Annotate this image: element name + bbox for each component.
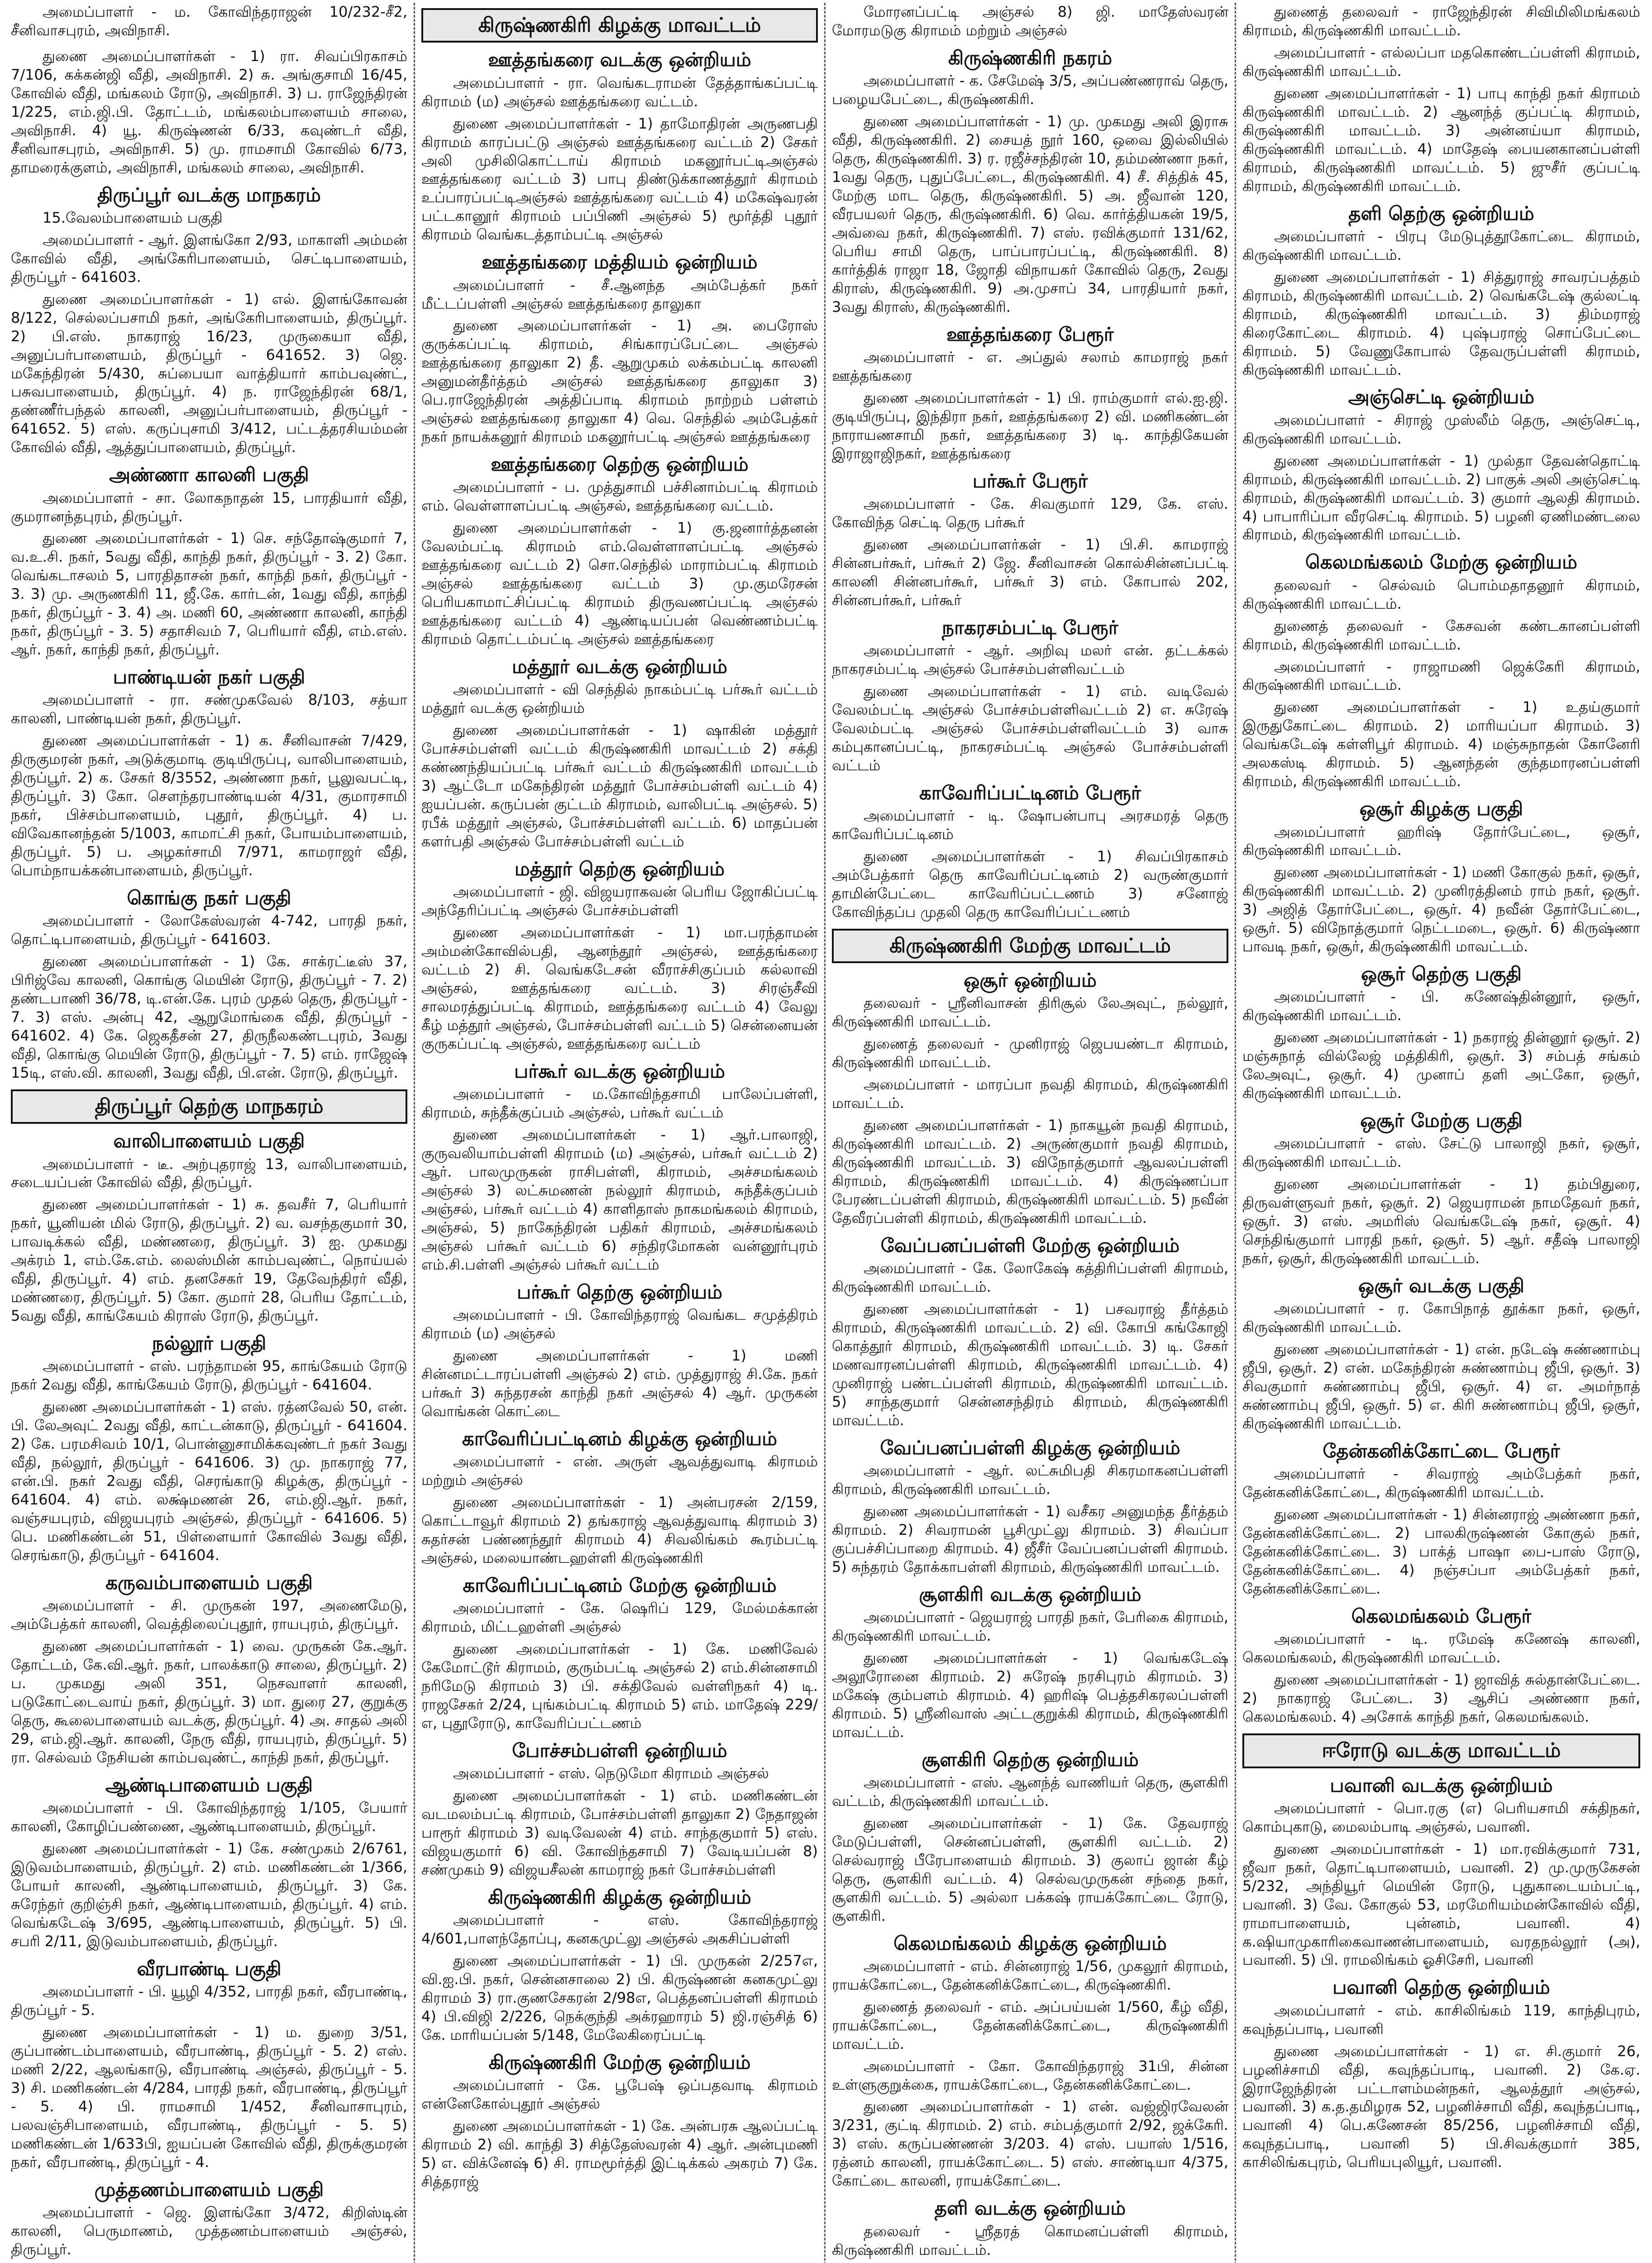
section-heading: மத்தூர் தெற்கு ஒன்றியம் — [514, 857, 725, 880]
entry-text: அமைப்பாளர் - ப. முத்துசாமி பச்சினாம்பட்டி கிராமம் எம். வெள்ளாளப்பட்டி அஞ்சல், ஊத்தங்கரை வட்டம். — [421, 478, 818, 515]
entry-text: 15.வேலம்பாளையம் பகுதி — [43, 209, 223, 226]
section-block — [421, 1281, 818, 1421]
section-block — [1242, 386, 1640, 544]
entry-text: அமைப்பாளர் - மாரப்பா நவதி கிராமம், கிருஷ்ணகிரி மாவட்டம். — [832, 1076, 1228, 1112]
section-heading: அண்ணா காலனி பகுதி — [109, 463, 309, 486]
entry-text: துணை அமைப்பாளர்கள் - 1) கே. அன்பரசு ஆலப்பட்டி கிராமம் 2) வி. காந்தி 3) சித்தேஸ்வரன் 4) ஆர். அன்புமணி 5) எ. விக்னேஷ் 6) சி. ராமமூர்த்தி இட்டிக்கல் அகரம் 7) கே. சித்தராஜ் — [421, 2117, 818, 2190]
section-heading: ஒசூர் தெற்கு பகுதி — [1361, 963, 1522, 985]
entry-text: அமைப்பாளர் - சீ.ஆனந்த அம்பேத்கர் நகர் மீட்டப்பள்ளி அஞ்சல் ஊத்தங்கரை தாலுகா — [421, 276, 818, 312]
entry-text: அமைப்பாளர் - சிவராஜ் அம்பேத்கர் நகர், தேன்கனிக்கோட்டை, கிருஷ்ணகிரி மாவட்டம். — [1242, 1465, 1640, 1501]
entry-text: அமைப்பாளர் - டீ. அற்புதராஜ் 13, வாலிபாளையம், சடையப்பன் கோவில் வீதி, திருப்பூர். — [11, 1155, 407, 1191]
section-heading: சூளகிரி தெற்கு ஒன்றியம் — [921, 1748, 1139, 1771]
entry-text: துணை அமைப்பாளர்கள் - 1) பி. முருகன் 2/257எ, வி.ஐ.பி. நகர், சென்னசாலை 2) பி. கிருஷ்ணன் கனகமுட்லு கிராமம் 3) ரா.குணசேகரன் 2/98எ, பெத்தனப்பள்ளி கிராமம் 4) பி.விஜி 2/226, நெக்குந்தி அக்ரஹாரம் 5) ஜி.ரஞ்சித் 6) கே. மாரியப்பன் 5/148, மேலேகிரைப்பட்டி — [421, 1952, 818, 2043]
entry-text: துணை அமைப்பாளர்கள் - 1) உதய்குமார் இருதுகோட்டை கிராமம். 2) மாரியப்பா கிராமம். 3) வெங்கடேஷ் கள்ளிபூர் கிராமம். 4) மஞ்சுநாதன் கோனேரி அலகஸ்டி கிராமம். 5) ஆனந்தன் குந்தமாரனப்பள்ளி கிராமம், கிருஷ்ணகிரி மாவட்டம். — [1242, 698, 1640, 790]
section-block — [1242, 551, 1640, 791]
section-heading: காவேரிப்பட்டினம் பேரூர் — [919, 781, 1141, 804]
section-heading: கிருஷ்ணகிரி மேற்கு ஒன்றியம் — [488, 2051, 751, 2073]
column-3 — [826, 3, 1236, 2263]
section-block — [11, 1774, 407, 1951]
section-block — [1242, 798, 1640, 956]
district-banner: கிருஷ்ணகிரி கிழக்கு மாவட்டம் — [421, 8, 818, 43]
section-block — [832, 1749, 1228, 1925]
entry-text: துணை அமைப்பாளர்கள் - 1) செ. சந்தோஷ்குமார் 7, வ.உ.சி. நகர், 5வது வீதி, காந்தி நகர், திருப்பூர் - 3. 2) கோ. வெங்கடாசலம் 5, பாரதிதாசன் நகர், காந்தி நகர், திருப்பூர் - 3. 3) மு. அருணகிரி 11, ஜீ.கே. கார்டன், 1வது வீதி, காந்தி நகர், திருப்பூர் - 3. 4) அ. மணி 60, அண்ணா காலனி, காந்தி நகர், திருப்பூர் - 3. 5) சதாசிவம் 7, பெரியார் வீதி, எம்.எஸ். ஆர். நகர், காந்தி நகர், திருப்பூர். — [11, 530, 407, 659]
entry-text: அமைப்பாளர் - எம். சின்னராஜ் 1/56, முகலூர் கிராமம், ராயக்கோட்டை, தேன்கனிக்கோட்டை, கிருஷ்ணகிரி. — [832, 1957, 1228, 1993]
section-heading: கருவம்பாளையம் பகுதி — [105, 1571, 313, 1594]
entry-text: அமைப்பாளர் - ஆர். லட்சுமிபதி சிகரமாகனப்பள்ளி கிராமம், கிருஷ்ணகிரி மாவட்டம். — [832, 1461, 1228, 1498]
entry-text: துணை அமைப்பாளர்கள் - 1) எல். இளங்கோவன் 8/122, செல்லப்பசாமி நகர், அங்கேரிபாளையம், திருப்பூர். 2) பி.எஸ். நாகராஜ் 16/23, முருகையா வீதி, அனுப்பர்பாளையம், திருப்பூர் - 641652. 3) ஜெ. மகேந்திரன் 5/430, சுப்பையா வாத்தியார் காம்பவுண்ட், பசுவபாளையம், திருப்பூர். 4) ந. ராஜேந்திரன் 68/1, தண்ணீர்பந்தல் காலனி, அனுப்பர்பாளையம், திருப்பூர் - 641652. 5) எஸ். கருப்புசாமி 3/412, பட்டத்தரசியம்மன் கோவில் வீதி, ஆத்துப்பாளையம், திருப்பூர். — [11, 290, 407, 456]
section-block — [832, 1584, 1228, 1742]
entry-text: அமைப்பாளர் - பி. கோவிந்தராஜ் வெங்கட சமுத்திரம் கிராமம் (ம) அஞ்சல் — [421, 1306, 818, 1342]
entry-text: துணை அமைப்பாளர்கள் - 1) ம. துறை 3/51, குப்பாண்டம்பாளையம், வீரபாண்டி, திருப்பூர் - 5. 2) எஸ். மணி 2/22, ஆலங்காடு, வீரபாண்டி அஞ்சல், திருப்பூர் - 5. 3) சி. மணிகண்டன் 4/284, பாரதி நகர், வீரபாண்டி, திருப்பூர் - 5. 4) பி. ராமசாமி 1/452, சீனிவாசாபுரம், பலவஞ்சிபாளையம், வீரபாண்டி, திருப்பூர் - 5. 5) மணிகண்டன் 1/633பி, ஐயப்பன் கோவில் வீதி, திருக்குமரன் நகர், வீரபாண்டி, திருப்பூர் - 4. — [11, 2023, 408, 2171]
entry-text: அமைப்பாளர் - ஜெயராஜ் பாரதி நகர், பேரிகை கிராமம், கிருஷ்ணகிரி மாவட்டம். — [832, 1608, 1228, 1644]
entry-text: அமைப்பாளர் ஹரிஷ் தோர்பேட்டை, ஒசூர், கிருஷ்ணகிரி மாவட்டம். — [1242, 823, 1640, 859]
section-block — [1242, 203, 1640, 379]
entry-text: அமைப்பாளர் - எம். காசிலிங்கம் 119, காந்திபுரம், கவுந்தப்பாடி, பவானி — [1242, 2001, 1640, 2038]
entry-text: துணை அமைப்பாளர்கள் - 1) முல்தா தேவன்தொட்டி கிராமம், கிருஷ்ணகிரி மாவட்டம். 2) பாகுக் அலி அஞ்செட்டி கிராமம், கிருஷ்ணகிரி மாவட்டம். 3) குமார் ஆலதி கிராமம். 4) பாபாரிப்பா வீரசெட்டி கிராமம். 5) பழனி ஏணிமண்டலை கிராமம், கிருஷ்ணகிரி மாவட்டம். — [1242, 452, 1640, 544]
section-heading: ஒசூர் வடக்கு பகுதி — [1358, 1275, 1524, 1297]
section-block — [1242, 1110, 1640, 1268]
entry-text: துணை அமைப்பாளர்கள் - 1) தம்பிதுரை, திருவள்ளுவர் நகர், ஒசூர். 2) ஜெயராமன் நாமதேவர் நகர், ஒசூர். 3) எஸ். அமரிஸ் வெங்கடேஷ் நகர், ஒசூர். 4) செந்திங்குமார் பாரதி நகர், ஒசூர். 5) ஆர். சதீஷ் பாலாஜி நகர், ஒசூர், கிருஷ்ணகிரி மாவட்டம். — [1242, 1175, 1640, 1267]
section-block — [421, 2052, 818, 2191]
section-block — [421, 1740, 818, 1879]
entry-text: மோரனப்பட்டி அஞ்சல் 8) ஜி. மாதேஸ்வரன் மோரமடுகு கிராமம் மற்றும் அஞ்சல் — [832, 3, 1228, 39]
entry-text: துணை அமைப்பாளர்கள் - 1) மு. முகமது அலி இராசு வீதி, கிருஷ்ணகிரி. 2) சையத் நூர் 160, ஒவை இல்லியில் தெரு, கிருஷ்ணகிரி. 3) ர. ரஜீச்சந்திரன் 10, தம்மண்ணா நகர், 1வது தெரு, புதுப்பேட்டை, கிருஷ்ணகிரி. 4) சீ. சித்திக் 45, மேற்கு மாட தெரு, கிருஷ்ணகிரி. 5) அ. ஜீவான் 120, வீரபயலர் தெரு, கிருஷ்ணகிரி. 6) வெ. கார்த்தியகன் 19/5, அவ்வை நகர், கிருஷ்ணகிரி. 7) எஸ். ரவிக்குமார் 131/62, பெரிய சாமி தெரு, பாப்பாரப்பட்டி, கிருஷ்ணகிரி. 8) கார்த்திக் ராஜா 18, ஜோதி விநாயகர் கோவில் தெரு, 2வது கிராஸ், கிருஷ்ணகிரி. 9) அ.முசாப் 34, பாரதியார் நகர், 3வது கிராஸ், கிருஷ்ணகிரி. — [832, 113, 1229, 315]
entry-text: அமைப்பாளர் - எல்லப்பா மதகொண்டப்பள்ளி கிராமம், கிருஷ்ணகிரி மாவட்டம். — [1242, 43, 1640, 80]
section-block — [421, 858, 818, 1053]
entry-text: அமைப்பாளர் - ஆர். அறிவு மலர் என். தட்டக்கல் நாகரசம்பட்டி அஞ்சல் போச்சம்பள்ளிவட்டம் — [832, 641, 1228, 678]
entry-text: துணை அமைப்பாளர்கள் - 1) கே. தேவராஜ் மேடுப்பள்ளி, சென்னப்பள்ளி, சூளகிரி வட்டம். 2) செல்வராஜ் பீரேபாளையம் கிராமம். 3) குலாப் ஜான் கீழ் தெரு, சூளகிரி வட்டம். 4) செல்வமுருகன் சந்தை நகர், சூளகிரி வட்டம். 5) அல்லா பக்கஷ் ராயக்கோட்டை ரோடு, சூளகிரி. — [832, 1814, 1228, 1924]
entry-text: துணைத் தலைவர் - முனிராஜ் ஜெபயண்டா கிராமம், கிருஷ்ணகிரி மாவட்டம். — [832, 1035, 1228, 1071]
entry-text: துணை அமைப்பாளர்கள் - 1) பி.சி. காமராஜ் சின்னபர்கூர், பர்கூர் 2) ஜே. சீனிவாசன் கொல்சின்னப்பட்டி காலனி சின்னபர்கூர், பர்கூர் 3) எம். கோபால் 202, சின்னபர்கூர், பர்கூர் — [832, 535, 1228, 609]
entry-text: துணைத் தலைவர் - கேசவன் கண்டகானப்பள்ளி கிராமம், கிருஷ்ணகிரி மாவட்டம். — [1242, 617, 1640, 653]
section-block — [421, 1575, 818, 1733]
section-heading: தளி தெற்கு ஒன்றியம் — [1348, 202, 1534, 224]
section-block — [832, 1437, 1228, 1576]
section-block — [1242, 1605, 1640, 1726]
section-block — [11, 47, 407, 177]
entry-text: அமைப்பாளர் - என். அருள் ஆவத்துவாடி கிராமம் மற்றும் அஞ்சல் — [421, 1452, 818, 1489]
district-banner: திருப்பூர் தெற்கு மாநகரம் — [11, 1089, 407, 1124]
section-heading: முத்தணம்பாளையம் பகுதி — [94, 2178, 324, 2201]
section-heading: கொங்கு நகர் பகுதி — [127, 886, 291, 909]
entry-text: அமைப்பாளர் - கே. சிவகுமார் 129, கே. எஸ். கோவிந்த செட்டி தெரு பர்கூர் — [832, 495, 1228, 531]
entry-text: அமைப்பாளர் - ராஜாமணி ஜெக்கேரி கிராமம், கிருஷ்ணகிரி மாவட்டம். — [1242, 658, 1640, 694]
section-block — [421, 1060, 818, 1274]
section-heading: காவேரிப்பட்டினம் மேற்கு ஒன்றியம் — [463, 1574, 777, 1596]
section-block — [421, 1428, 818, 1567]
section-heading: மத்தூர் வடக்கு ஒன்றியம் — [511, 655, 728, 678]
entry-text: அமைப்பாளர் - எஸ். நெடுமோ கிராமம் அஞ்சல் — [453, 1764, 769, 1782]
entry-text: துணை அமைப்பாளர்கள் - 1) ஆர்.பாலாஜி, குருவலியாம்பள்ளி கிராமம் (ம) அஞ்சல், பர்கூர் வட்டம் 2) ஆர். பாலமுருகன் ராசிபள்ளி, கிராமம், அச்சமங்கலம் அஞ்சல் 3) லட்சுமணன் நல்லூர் கிராமம், சுந்தீக்குப்பம் அஞ்சல், பர்கூர் வட்டம் 4) காளிதாஸ் நாகமங்கலம் கிராமம், அஞ்சல், 5) நாகேந்திரன் பதிகர் கிராமம், அச்சமங்கலம் அஞ்சல் பர்கூர் வட்டம் 6) சந்திரமோகன் வன்னூர்புரம் எம்.சி.பள்ளி அஞ்சல் பர்கூர் வட்டம் — [421, 1126, 818, 1273]
column-2 — [415, 3, 826, 2263]
entry-text: துணை அமைப்பாளர்கள் - 1) எம். வடிவேல் வேலம்பட்டி அஞ்சல் போச்சம்பள்ளிவட்டம் 2) எ. சுரேஷ் வேலம்பட்டி அஞ்சல் போச்சம்பள்ளிவட்டம் 3) வாசு கம்புகானப்பட்டி, நாகரசம்பட்டி அஞ்சல் போச்சம்பள்ளி வட்டம் — [832, 682, 1229, 774]
section-block — [832, 470, 1228, 610]
entry-text: துணை அமைப்பாளர்கள் - 1) அ. பைரோஸ் குருக்கப்பட்டி கிராமம், சிங்காரப்பேட்டை அஞ்சல் ஊத்தங்கரை தாலுகா 2) தீ. ஆறுமுகம் லக்கம்பட்டி காலனி அனுமன்தீர்த்தம் அஞ்சல் ஊத்தங்கரை தாலுகா 3) பெ.ராஜேந்திரன் அத்திப்பாடி கிராமம் நாற்றம் பள்ளம் அஞ்சல் ஊத்தங்கரை தாலுகா 4) வெ. செந்தில் அம்பேத்கர் நகர் நாயக்கனூர் கிராமம் மகனூர்பட்டி அஞ்சல் ஊத்தங்கரை — [421, 317, 818, 446]
entry-text: அமைப்பாளர் - க. சேமேஷ் 3/5, அப்பண்ணராவ் தெரு, பழையபேட்டை, கிருஷ்ணகிரி. — [832, 72, 1228, 108]
section-heading: தளி வடக்கு ஒன்றியம் — [934, 2197, 1126, 2220]
entry-text: துணை அமைப்பாளர்கள் - 1) பசவராஜ் தீர்த்தம் கிராமம், கிருஷ்ணகிரி மாவட்டம். 2) வி. கோபி கங்கோஜி கொத்தூர் கிராமம், கிருஷ்ணகிரி மாவட்டம். 3) டி. சேகர் மணவாரனப்பள்ளி கிராமம், கிருஷ்ணகிரி மாவட்டம். 4) முனிராஜ் பண்டப்பள்ளி கிராமம், கிருஷ்ணகிரி மாவட்டம். 5) சாந்தகுமார் சென்னசந்திரம் கிராமம், கிருஷ்ணகிரி மாவட்டம். — [832, 1300, 1228, 1429]
section-block — [11, 1572, 407, 1767]
section-block — [832, 782, 1228, 921]
entry-text: துணை அமைப்பாளர்கள் - 1) மணி கோகுல் நகர், ஒசூர், கிருஷ்ணகிரி மாவட்டம். 2) முனிரத்தினம் ராம் நகர், ஒசூர். 3) அஜித் தோர்பேட்டை, ஒசூர். 4) நவீன் தோர்பேட்டை, ஒசூர். 5) விநோத்குமார் நெட்டமடை, ஒசூர். 6) கிருஷ்ணா பாவடி நகர், ஒசூர், கிருஷ்ணகிரி மாவட்டம். — [1242, 864, 1640, 955]
section-heading: நாகரசம்பட்டி பேரூர் — [942, 616, 1118, 639]
entry-text: அமைப்பாளர் - ரா. சண்முகவேல் 8/103, சத்யா காலனி, பாண்டியன் நகர், திருப்பூர். — [11, 691, 407, 727]
section-block — [832, 1933, 1228, 2191]
entry-text: துணை அமைப்பாளர்கள் - 1) சின்னராஜ் அண்ணா நகர், தேன்கனிக்கோட்டை. 2) பாலகிருஷ்ணன் கோகுல் நகர், தேன்கனிக்கோட்டை. 3) பாக்த் பாஷா பை-பாஸ் ரோடு, தேன்கனிக்கோட்டை. 4) நஞ்சப்பா அம்பேத்கர் நகர், தேன்கனிக்கோட்டை. — [1242, 1506, 1640, 1598]
section-block — [421, 656, 818, 851]
entry-text: துணை அமைப்பாளர்கள் - 1) க. சீனிவாசன் 7/429, திருகுமரன் நகர், அடுக்குமாடி குடியிருப்பு, வாலிபாளையம், திருப்பூர். 2) க. சேகர் 8/3552, அண்ணா நகர், பூலுவபட்டி, திருப்பூர். 3) கோ. செளந்தரபாண்டியன் 4/31, குமாரசாமி நகர், பிச்சம்பாளையம், புதூர், திருப்பூர். 4) ப. விவேகானந்தன் 5/1003, காமாட்சி நகர், போயம்பாளையம், திருப்பூர். 5) ப. அழகர்சாமி 7/971, காமராஜர் வீதி, பொம்நாயக்கன்பாளையம், திருப்பூர். — [11, 732, 407, 879]
section-block — [421, 251, 818, 446]
entry-text: தலைவர் - செல்வம் பொம்மதாதனூர் கிராமம், கிருஷ்ணகிரி மாவட்டம். — [1242, 576, 1640, 612]
entry-text: அமைப்பாளர் - எஸ். பரந்தாமன் 95, காங்கேயம் ரோடு நகர் 2வது வீதி, காங்கேயம் ரோடு, திருப்பூர் - 641604. — [11, 1357, 407, 1394]
entry-text: அமைப்பாளர் - எ. அப்துல் சலாம் காமராஜ் நகர் ஊத்தங்கரை — [832, 348, 1228, 384]
entry-text: அமைப்பாளர் - சிராஜ் முஸ்லீம் தெரு, அஞ்செட்டி, கிருஷ்ணகிரி மாவட்டம். — [1242, 411, 1640, 447]
entry-text: அமைப்பாளர் - சி. முருகன் 197, அணைமேடு, அம்பேத்கர் காலனி, வெத்திலைப்புதூர், ராயபுரம், திருப்பூர். — [11, 1597, 407, 1633]
section-block — [1242, 3, 1640, 196]
entry-text: துணை அமைப்பாளர்கள் - 1) சிவப்பிரகாசம் அம்பேத்கார் தெரு காவேரிப்பட்டினம் 2) வருண்குமார் தாமின்பேட்டை காவேரிப்பட்டணம் 3) சனோஜ் கோவிந்தப்ப முதலி தெரு காவேரிப்பட்டணம் — [832, 847, 1228, 921]
section-block — [832, 324, 1228, 463]
district-banner: ஈரோடு வடக்கு மாவட்டம் — [1242, 1733, 1640, 1768]
entry-text: துணை அமைப்பாளர்கள் - 1) என். நடேஷ் சுண்ணாம்பு ஜீபி, ஒசூர். 2) என். மகேந்திரன் சுண்ணாம்பு ஜீபி, ஒசூர். 3) சிவகுமார் சுண்ணாம்பு ஜீபி, ஒசூர். 4) எ. அமர்நாத் சுண்ணாம்பு ஜீபி, ஒசூர். 5) எ. கிரி சுண்ணாம்பு ஜீபி, ஒசூர், கிருஷ்ணகிரி மாவட்டம். — [1242, 1341, 1640, 1432]
entry-text: அமைப்பாளர் - ஜெ. இளங்கோ 3/472, கிறிஸ்டின் காலனி, பெருமாணம், முத்தணம்பாளையம் அஞ்சல், திருப்பூர். — [11, 2203, 407, 2258]
section-block — [1242, 1775, 1640, 1970]
entry-text: தலைவர் - ஸ்ரீதரத் கொமனப்பள்ளி கிராமம், கிருஷ்ணகிரி மாவட்டம். — [832, 2222, 1228, 2258]
section-block — [11, 184, 407, 457]
section-heading: கெலமங்கலம் கிழக்கு ஒன்றியம் — [893, 1932, 1167, 1954]
entry-text: துணை அமைப்பாளர்கள் - 1) அன்பரசன் 2/159, கொட்டாவூர் கிராமம் 2) தங்கராஜ் ஆவத்துவாடி கிராமம் 3) சுதர்சன் பண்ணந்தூர் கிராமம் 4) சிவலிங்கம் கூரம்பட்டி அஞ்சல், மலையாண்டஹள்ளி கிருஷ்ணகிரி — [421, 1493, 818, 1566]
entry-text: துணை அமைப்பாளர்கள் - 1) வெங்கடேஷ் அலூரோனை கிராமம். 2) சுரேஷ் நரசிபுரம் கிராமம். 3) மகேஷ் கும்பளம் கிராமம். 4) ஹரிஷ் பெத்தசிகரலப்பள்ளி கிராமம். 5) ஸ்ரீனிவாஸ் அட்டகுறுக்கி கிராமம், கிருஷ்ணகிரி மாவட்டம். — [832, 1649, 1228, 1741]
section-block — [832, 2197, 1228, 2259]
entry-text: அமைப்பாளர் - பி. யூழி 4/352, பாரதி நகர், வீரபாண்டி, திருப்பூர் - 5. — [11, 1982, 407, 2019]
entry-text: துணை அமைப்பாளர்கள் - 1) சு. தவசீர் 7, பெரியார் நகர், யூனியன் மில் ரோடு, திருப்பூர். 2) வ. வசந்தகுமார் 30, பாவடிக்கல் வீதி, மண்ணரை, திருப்பூர். 3) ஐ. முகமது அக்ரம் 1, எம்.கே.எம். லைஸ்மின் காம்பவுண்ட், நொய்யல் வீதி, திருப்பூர். 4) எம். தனசேகர் 19, தேவேந்திரர் வீதி, மண்ணரை, திருப்பூர். 5) கோ. குமார் 28, பெரிய தோட்டம், 5வது வீதி, காங்கேயம் கிராஸ் ரோடு, திருப்பூர். — [11, 1196, 407, 1325]
section-block — [832, 969, 1228, 1227]
entry-text: அமைப்பாளர் - லோகேஸ்வரன் 4-742, பாரதி நகர், தொட்டிபாளையம், திருப்பூர் - 641603. — [11, 912, 407, 948]
entry-text: துணை அமைப்பாளர்கள் - 1) எஸ். ரத்னவேல் 50, என். பி. லேஅவுட் 2வது வீதி, காட்டன்காடு, திருப்பூர் - 641604. 2) கே. பரமசிவம் 10/1, பொன்னுசாமிக்கவுண்டர் நகர் 3வது வீதி, நல்லூர், திருப்பூர் - 641606. 3) மு. நாகராஜ் 77, என்.பி. நகர் 2வது வீதி, செரங்காடு கிழக்கு, திருப்பூர் - 641604. 4) எம். லக்ஷ்மணன் 26, எம்.ஜி.ஆர். நகர், வஞ்சயபுரம், விஜயபுரம் அஞ்சல், திருப்பூர் - 641606. 5) பெ. மணிகண்டன் 51, பிள்ளையார் கோவில் 3வது வீதி, செரங்காடு, திருப்பூர் - 641604. — [11, 1398, 407, 1564]
entry-text: அமைப்பாளர் - டி. ரமேஷ் கணேஷ் காலனி, கெலமங்கலம், கிருஷ்ணகிரி மாவட்டம். — [1242, 1630, 1640, 1666]
section-block — [11, 1958, 407, 2172]
section-block — [832, 47, 1228, 316]
entry-text: துணை அமைப்பாளர்கள் - 1) ஷாகின் மத்தூர் போச்சம்பள்ளி வட்டம் கிருஷ்ணகிரி மாவட்டம் 2) சக்தி கண்ணந்தியப்பட்டி பர்கூர் வட்டம் கிருஷ்ணகிரி மாவட்டம் 3) ஆட்டோ மகேந்திரன் மத்தூர் போச்சம்பள்ளி வட்டம் 4) ஐயப்பன். கருப்பன் குட்டம் கிராமம், வாலிபட்டி அஞ்சல். 5) ரபீக் மத்தூர் அஞ்சல், போச்சம்பள்ளி வட்டம். 6) மாதப்பன் களர்பதி அஞ்சல் போச்சம்பள்ளி வட்டம் — [421, 721, 818, 850]
section-heading: காவேரிப்பட்டினம் கிழக்கு ஒன்றியம் — [462, 1427, 778, 1450]
entry-text: அமைப்பாளர் - பி. கணேஷ்தின்னூர், ஒசூர், கிருஷ்ணகிரி மாவட்டம். — [1242, 988, 1640, 1024]
section-heading: கெலமங்கலம் மேற்கு ஒன்றியம் — [1305, 551, 1577, 573]
entry-text: அமைப்பாளர் - ஜி. விஜயராகவன் பெரிய ஜோகிப்பட்டி அந்தேரிப்பட்டி அஞ்சல் போச்சம்பள்ளி — [421, 883, 818, 919]
entry-text: துணை அமைப்பாளர்கள் - 1) கு.ஜனார்த்தனன் வேலம்பட்டி கிராமம் எம்.வெள்ளாளப்பட்டி அஞ்சல் ஊத்தங்கரை வட்டம் 2) சொ.செந்தில் மாராம்பட்டி கிராமம் அஞ்சல் ஊத்தங்கரை வட்டம் 3) மு.குமரேசன் பெரியகாமாட்சிப்பட்டி கிராமம் திருவணப்பட்டி அஞ்சல் ஊத்தங்கரை வட்டம் 4) ஆண்டியப்பன் வெண்ணம்பட்டி கிராமம் தொட்டம்பட்டி அஞ்சல் ஊத்தங்கரை — [421, 519, 818, 648]
section-heading: ஒசூர் மேற்கு பகுதி — [1360, 1109, 1523, 1132]
section-heading: சூளகிரி வடக்கு ஒன்றியம் — [919, 1583, 1141, 1605]
section-heading: தேன்கனிக்கோட்டை பேரூர் — [1323, 1440, 1560, 1462]
entry-text: துணை அமைப்பாளர்கள் - 1) கே. சண்முகம் 2/6761, இடுவம்பாளையம், திருப்பூர். 2) எம். மணிகண்டன் 1/366, போயர் காலனி, ஆண்டிபாளையம், திருப்பூர். 3) கே. சுரேந்தர் குறிஞ்சி நகர், ஆண்டிபாளையம், திருப்பூர். 4) எம். வெங்கடேஷ் 3/695, ஆண்டிபாளையம், திருப்பூர். 5) பி. சபரி 2/11, இடுவம்பாளையம், திருப்பூர். — [11, 1839, 407, 1950]
entry-text: துணை அமைப்பாளர்கள் - 1) தாமோதிரன் அருணபதி கிராமம் காரப்பட்டு அஞ்சல் ஊத்தங்கரை வட்டம் 2) சேகர் அலி முசிலிகொட்டாய் கிராமம் மகனூர்பட்டிஅஞ்சல் ஊத்தங்கரை வட்டம் 3) பாபு திண்டுக்காணத்தூர் கிராமம் உப்பாரப்பட்டிஅஞ்சல் ஊத்தங்கரை வட்டம் 4) மகேஷ்வரன் பட்டகானூர் கிராமம் பப்பிணி அஞ்சல் 5) மூர்த்தி புதூர் கிராமம் வெங்கடத்தாம்பட்டி அஞ்சல் — [421, 115, 818, 243]
entry-text: அமைப்பாளர் - எஸ். ஆனந்த் வாணியர் தெரு, சூளகிரி வட்டம், கிருஷ்ணகிரி மாவட்டம். — [832, 1773, 1228, 1809]
section-heading: கிருஷ்ணகிரி கிழக்கு ஒன்றியம் — [488, 1886, 751, 1908]
section-block — [421, 1886, 818, 2044]
column-4 — [1236, 3, 1647, 2263]
entry-text: துணை அமைப்பாளர்கள் - 1) மணி சின்னமட்டாரப்பள்ளி அஞ்சல் 2) எம். முத்துராஜ் சி.கே. நகர் பர்கூர் 3) சுந்தரசன் காந்தி நகர் அஞ்சல் 4) ஆர். முருகன் வொங்கன் கொட்டை — [421, 1346, 818, 1420]
section-heading: அஞ்செட்டி ஒன்றியம் — [1348, 386, 1535, 408]
entry-text: துணை அமைப்பாளர்கள் - 1) வை. முருகன் கே.ஆர். தோட்டம், கே.வி.ஆர். நகர், பாலக்காடு சாலை, திருப்பூர். 2) ப. முகமது அலி 351, நெசவாளர் காலனி, படுகோட்டைவாய் நகர், திருப்பூர். 3) மா. துரை 27, குறுக்கு தெரு, கூலைபாளையம் வடக்கு, திருப்பூர். 4) அ. சாதல் அலி 29, எம்.ஜி.ஆர். காலனி, நேரு வீதி, ராயபுரம், திருப்பூர். 5) ரா. செல்வம் நேசியன் காம்பவுண்ட், காந்தி நகர், திருப்பூர். — [11, 1638, 408, 1766]
section-block — [11, 1332, 407, 1565]
section-heading: வேப்பனப்பள்ளி கிழக்கு ஒன்றியம் — [880, 1436, 1180, 1459]
district-banner: கிருஷ்ணகிரி மேற்கு மாவட்டம் — [832, 929, 1228, 963]
entry-text: துணை அமைப்பாளர்கள் - 1) கே. சாக்ரட்டீஸ் 37, பிரிஜ்வே காலனி, கொங்கு மெயின் ரோடு, திருப்பூர் - 7. 2) தண்டபாணி 36/78, டி.என்.கே. புரம் முதல் தெரு, திருப்பூர் - 7. 3) எஸ். அன்பு 42, ஆறுமோங்கை வீதி, திருப்பூர் - 641602. 4) கே. ஜெகதீசன் 27, திருநீலகண்டபுரம், 3வது வீதி, கொங்கு மெயின் ரோடு, திருப்பூர் - 7. 5) எம். ராஜேஷ் 15டி, எஸ்.வி. காலனி, 3வது வீதி, பி.என். ரோடு, திருப்பூர். — [11, 953, 408, 1081]
section-block — [832, 1235, 1228, 1430]
columns-container — [5, 3, 1647, 2263]
section-block — [832, 3, 1228, 40]
section-block — [11, 666, 407, 880]
section-block — [1242, 1977, 1640, 2172]
section-heading: ஒசூர் ஒன்றியம் — [964, 969, 1097, 991]
section-block — [1242, 963, 1640, 1103]
entry-text: அமைப்பாளர் - பொ.ரகு (எ) பெரியசாமி சக்திநகர், கொம்புகாடு, மைலம்பாடி அஞ்சல், பவானி. — [1242, 1799, 1640, 1835]
entry-text: அமைப்பாளர் - எஸ். கோவிந்தராஜ் 4/601,பாளந்தோப்பு, கனகமுட்லு அஞ்சல் அகசிப்பள்ளி — [421, 1911, 818, 1947]
entry-text: அமைப்பாளர் - ரா. வெங்கடராமன் தேத்தாங்கப்பட்டி கிராமம் (ம) அஞ்சல் ஊத்தங்கரை வட்டம். — [421, 74, 818, 110]
section-heading: பவானி தெற்கு ஒன்றியம் — [1332, 1976, 1550, 1999]
entry-text: துணை அமைப்பாளர்கள் - 1) மா.பரந்தாமன் அம்மன்கோவில்பதி, ஆனந்தூர் அஞ்சல், ஊத்தங்கரை வட்டம் 2) சி. வெங்கடேசன் வீராச்சிகுப்பம் கல்லாவி அஞ்சல், ஊத்தங்கரை வட்டம். 3) சிரஞ்சீவி சாலமரத்துப்பட்டி கிராமம், ஊத்தங்கரை வட்டம் 4) வேலு கீழ் மத்தூர் அஞ்சல், போச்சம்பள்ளி வட்டம் 5) சென்னையன் குருகப்பட்டி அஞ்சல், ஊத்தங்கரை வட்டம் — [421, 924, 818, 1052]
entry-text: அமைப்பாளர் - கே. பூபேஷ் ஒப்பதவாடி கிராமம் என்னேகோல்புதூர் அஞ்சல் — [421, 2076, 818, 2112]
section-block — [832, 617, 1228, 775]
section-heading: ஒசூர் கிழக்கு பகுதி — [1359, 797, 1523, 820]
section-block — [11, 887, 407, 1082]
entry-text: துணை அமைப்பாளர்கள் - 1) ஜாவித் சுல்தான்பேட்டை. 2) நாகராஜ் பேட்டை. 3) ஆசிப் அண்ணா நகர், கெலமங்கலம். 4) அசோக் காந்தி நகர், கெலமங்கலம். — [1242, 1671, 1640, 1726]
section-heading: பர்கூர் பேரூர் — [972, 469, 1088, 492]
entry-text: அமைப்பாளர் - பிரபு மேடுபுத்தூகோட்டை கிராமம், கிருஷ்ணகிரி மாவட்டம். — [1242, 227, 1640, 263]
entry-text: அமைப்பாளர் - கே. லோகேஷ் கத்திரிப்பள்ளி கிராமம், கிருஷ்ணகிரி மாவட்டம். — [832, 1260, 1228, 1295]
entry-text: துணை அமைப்பாளர்கள் - 1) எம். மணிகண்டன் வடமலம்பட்டி கிராமம், போச்சம்பள்ளி தாலுகா 2) நேதாஜன் பாரூர் கிராமம் 3) வடிவேலன் 4) எம். சாந்தகுமார் 5) எஸ். விஜயகுமார் 6) வி. கோவிந்தசாமி 7) வேடியப்பன் 8) சண்முகம் 9) விஜயசீலன் காமராஜ் நகர் போச்சம்பள்ளி — [421, 1786, 818, 1878]
entry-text: அமைப்பாளர் - கே. ஷெரிப் 129, மேல்மக்கான் கிராமம், மிட்டஹள்ளி அஞ்சல் — [421, 1599, 818, 1635]
entry-text: துணை அமைப்பாளர்கள் - 1) எ. சி.குமார் 26, பழனிச்சாமி வீதி, கவுந்தப்பாடி, பவானி. 2) கே.ஏ. இராஜேந்திரன் பட்டாளம்மன்நகர், ஆலத்தூர் அஞ்சல், பவானி. 3) க.த.தமிழரசு 52, பழனிச்சாமி வீதி, கவுந்தப்பாடி, பவானி 4) பெ.கணேசன் 85/256, பழனிச்சாமி வீதி, கவுந்தப்பாடி, பவானி 5) பி.சிவக்குமார் 385, காசிலிங்கபுரம், பெரியபுலியூர், பவானி. — [1242, 2042, 1640, 2171]
section-block — [421, 454, 818, 649]
entry-text: துணை அமைப்பாளர்கள் - 1) பாபு காந்தி நகர் கிராமம் கிருஷ்ணகிரி மாவட்டம். 2) ஆனந்த் குப்பட்டி கிராமம், கிருஷ்ணகிரி மாவட்டம். 3) அன்னய்யா கிராமம், கிருஷ்ணகிரி மாவட்டம். 4) மாதேஷ் பையனகானப்பள்ளி கிராமம், கிருஷ்ணகிரி மாவட்டம். 5) ஜுசீர் குப்பட்டி கிராமம், கிருஷ்ணகிரி மாவட்டம். — [1242, 84, 1640, 195]
entry-text: அமைப்பாளர் - எஸ். சேட்டு பாலாஜி நகர், ஒசூர், கிருஷ்ணகிரி மாவட்டம். — [1242, 1135, 1640, 1171]
entry-text: அமைப்பாளர் - வி செந்தில் நாகம்பட்டி பர்கூர் வட்டம் மத்தூர் வடக்கு ஒன்றியம் — [421, 681, 818, 717]
section-heading: வீரபாண்டி பகுதி — [137, 1957, 282, 1980]
entry-text: அமைப்பாளர் - ம. கோவிந்தராஜன் 10/232-சீ2, சீனிவாசபுரம், அவிநாசி. — [11, 3, 407, 39]
section-block — [421, 49, 818, 244]
entry-text: துணை அமைப்பாளர்கள் - 1) என். வஜ்ஜிரவேலன் 3/231, குட்டி கிராமம். 2) எம். சம்பத்குமார் 2/92, ஜக்கேரி. 3) எஸ். கருப்பண்ணன் 3/203. 4) எஸ். பயாஸ் 1/516, ரத்னம் காலனி, ராயக்கோட்டை. 5) எஸ். சாண்டியா 4/375, கோட்டை காலனி, ராயக்கோட்டை. — [832, 2098, 1229, 2190]
entry-text: துணை அமைப்பாளர்கள் - 1) நாகயூன் நவதி கிராமம், கிருஷ்ணகிரி மாவட்டம். 2) அருண்குமார் நவதி கிராமம், கிருஷ்ணகிரி மாவட்டம். 3) விநோத்குமார் ஆவலப்பள்ளி கிராமம், கிருஷ்ணகிரி மாவட்டம். 4) கிருஷ்ணப்பா பேரண்டப்பள்ளி கிராமம், கிருஷ்ணகிரி மாவட்டம். 5) நவீன் தேவீரப்பள்ளி கிராமம், கிருஷ்ணகிரி மாவட்டம். — [832, 1117, 1229, 1227]
entry-text: அமைப்பாளர் - ம.கோவிந்தசாமி பாலேப்பள்ளி, கிராமம், சுந்தீக்குப்பம் அஞ்சல், பர்கூர் வட்டம் — [421, 1085, 818, 1122]
section-block — [11, 464, 407, 659]
entry-text: அமைப்பாளர் - பி. கோவிந்தராஜ் 1/105, பேயார் காலனி, கோழிப்பண்ணை, ஆண்டிபாளையம், திருப்பூர். — [11, 1799, 407, 1835]
section-heading: ஊத்தங்கரை மத்தியம் ஒன்றியம் — [482, 251, 758, 273]
entry-text: அமைப்பாளர் - கோ. கோவிந்தராஜ் 31பி, சின்ன உள்ளுகுறுக்கை, ராயக்கோட்டை, தேன்கனிக்கோட்டை. — [832, 2057, 1228, 2093]
section-heading: திருப்பூர் வடக்கு மாநகரம் — [97, 183, 321, 206]
entry-text: அமைப்பாளர் - ஆர். இளங்கோ 2/93, மாகாளி அம்மன் கோவில் வீதி, அங்கேரிபாளையம், செட்டிபாளையம், திருப்பூர் - 641603. — [11, 231, 407, 286]
entry-text: துணை அமைப்பாளர்கள் - 1) கே. மணிவேல் கேமோட்டூர் கிராமம், குரும்பட்டி அஞ்சல் 2) எம்.சின்னசாமி நரிமேடு கிராமம் 3) பி. சக்திவேல் வள்ளிநகர் 4) டி. ராஜசேகர் 2/24, புங்கம்பட்டி கிராமம் 5) எம். மாதேஷ் 229/எ, புதூரோடு, காவேரிப்பட்டணம் — [421, 1640, 818, 1732]
section-heading: வேப்பனப்பள்ளி மேற்கு ஒன்றியம் — [880, 1234, 1180, 1256]
section-heading: பர்கூர் தெற்கு ஒன்றியம் — [516, 1280, 723, 1303]
section-heading: பவானி வடக்கு ஒன்றியம் — [1330, 1774, 1553, 1796]
entry-text: துணை அமைப்பாளர்கள் - 1) மா.ரவிக்குமார் 731, ஜீவா நகர், தொட்டிபாளையம், பவானி. 2) மு.முருகேசன் 5/232, அந்தியூர் மெயின் ரோடு, புதுகாடையம்பட்டி, பவானி. 3) வே. கோகுல் 53, மரமேரியம்மன்கோவில் வீதி, ராமாபாளையம், புன்னம், பவானி. 4) க.ஷியாமுகாரிகைவாணன்பாளையம், வரதநல்லூர் (அ), பவானி. 5) பி. ராமலிங்கம் ஓசிசேரி, பவானி — [1242, 1840, 1640, 1969]
section-heading: ஆண்டிபாளையம் பகுதி — [105, 1773, 313, 1796]
section-heading: நல்லூர் பகுதி — [152, 1332, 267, 1355]
column-1 — [5, 3, 415, 2263]
entry-text: துணைத் தலைவர் - எம். அப்பய்யன் 1/560, கீழ் வீதி, ராயக்கோட்டை, தேன்கனிக்கோட்டை, கிருஷ்ணகிரி மாவட்டம். — [832, 1998, 1228, 2053]
entry-text: துணை அமைப்பாளர்கள் - 1) ரா. சிவப்பிரகாசம் 7/106, கக்கன்ஜி வீதி, அவிநாசி. 2) சு. அங்குசாமி 16/45, கோவில் வீதி, மங்கலம் ரோடு, அவிநாசி. 3) ப. ராஜேந்திரன் 1/225, எம்.ஜி.பி. தோட்டம், மங்கலம்பாளையம் சாலை, அவிநாசி. 4) யூ. கிருஷ்ணன் 6/33, கவுண்டர் வீதி, சீனிவாசபுரம், அவிநாசி. 5) மு. ராமசாமி கோவில் 6/73, தாமரைக்குளம், அவிநாசி, மங்கலம் சாலை, அவிநாசி. — [11, 47, 407, 176]
section-heading: ஊத்தங்கரை வடக்கு ஒன்றியம் — [488, 48, 751, 71]
section-heading: ஊத்தங்கரை பேரூர் — [946, 323, 1114, 345]
section-heading: போச்சம்பள்ளி ஒன்றியம் — [512, 1739, 727, 1762]
section-block — [1242, 1440, 1640, 1598]
entry-text: துணை அமைப்பாளர்கள் - 1) சித்துராஜ் சாவரப்பத்தம் கிராமம், கிருஷ்ணகிரி மாவட்டம். 2) வெங்கடேஷ் குல்லட்டி கிராமம், கிருஷ்ணகிரி மாவட்டம். 3) திம்மராஜ் கிரைகோட்டை கிராமம். 4) புஷ்பராஜ் சொப்பேட்டை கிராமம். 5) வேணுகோபால் தேவருப்பள்ளி கிராமம், கிருஷ்ணகிரி மாவட்டம். — [1242, 268, 1640, 378]
entry-text: தலைவர் - ஸ்ரீனிவாசன் திரிசூல் லேஅவுட், நல்லூர், கிருஷ்ணகிரி மாவட்டம். — [832, 994, 1228, 1031]
section-heading: வாலிபாளையம் பகுதி — [113, 1130, 305, 1152]
section-block — [1242, 1275, 1640, 1433]
entry-text: துணைத் தலைவர் - ராஜேந்திரன் சிவிமிலிமங்கலம் கிராமம், கிருஷ்ணகிரி மாவட்டம். — [1242, 3, 1640, 39]
entry-text: அமைப்பாளர் - சா. லோகநாதன் 15, பாரதியார் வீதி, குமரானந்தபுரம், திருப்பூர். — [11, 489, 407, 525]
section-heading: பாண்டியன் நகர் பகுதி — [113, 666, 306, 688]
entry-text: அமைப்பாளர் - டி. ஷோபன்பாபு அரசமரத் தெரு காவேரிப்பட்டினம் — [832, 807, 1228, 843]
section-heading: கிருஷ்ணகிரி நகரம் — [948, 46, 1112, 69]
section-heading: பர்கூர் வடக்கு ஒன்றியம் — [514, 1060, 725, 1082]
section-block — [11, 1130, 407, 1325]
section-block — [11, 2179, 407, 2263]
entry-text: துணை அமைப்பாளர்கள் - 1) வசீகர அனுமந்த தீர்த்தம் கிராமம். 2) சிவராமன் பூசிமுட்லு கிராமம். 3) சிவப்பா குப்பச்சிப்பாறை கிராமம். 4) ஜீசீர் வேப்பனப்பள்ளி கிராமம். 5) சுந்தரம் தோக்காபள்ளி கிராமம், கிருஷ்ணகிரி மாவட்டம். — [832, 1502, 1228, 1576]
entry-text: துணை அமைப்பாளர்கள் - 1) நகராஜ் தின்னூர் ஒசூர். 2) மஞ்சுநாத் வில்லேஜ் மத்திகிரி, ஒசூர். 3) சம்பத் சங்கம் லேஅவுட், ஒசூர். 4) முனாப் தளி அட்கோ, ஒசூர், கிருஷ்ணகிரி மாவட்டம். — [1242, 1029, 1640, 1102]
section-heading: ஊத்தங்கரை தெற்கு ஒன்றியம் — [491, 453, 749, 476]
section-block — [11, 3, 407, 40]
entry-text: அமைப்பாளர் - ர. கோபிநாத் தூக்கா நகர், ஒசூர், கிருஷ்ணகிரி மாவட்டம். — [1242, 1300, 1640, 1336]
entry-text: துணை அமைப்பாளர்கள் - 1) பி. ராம்குமார் எல்.ஐ.ஜி. குடியிருப்பு, இந்திரா நகர், ஊத்தங்கரை 2) வி. மணிகண்டன் நாராயணசாமி நகர், ஊத்தங்கரை 3) டி. காந்திகேயன் இராஜாஜிநகர், ஊத்தங்கரை — [832, 389, 1228, 462]
section-heading: கெலமங்கலம் பேரூர் — [1351, 1605, 1532, 1628]
